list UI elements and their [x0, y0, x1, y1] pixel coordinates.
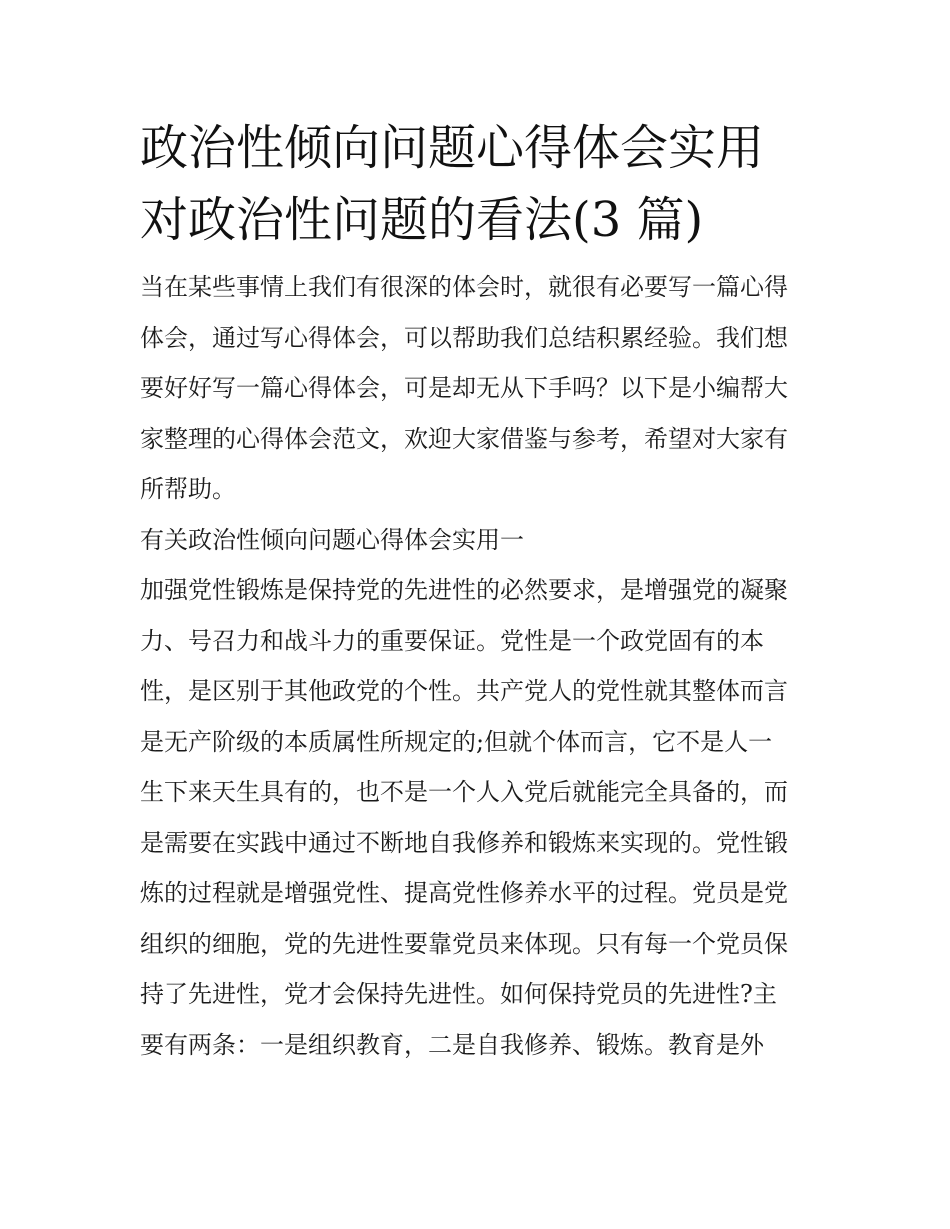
title-line-1: 政治性倾向问题心得体会实用: [140, 120, 765, 176]
section-paragraph: [140, 565, 820, 1070]
intro-line: 体会，通过写心得体会，可以帮助我们总结积累经验。我们想: [140, 323, 788, 352]
document-body: [140, 262, 820, 1070]
section-heading: [140, 515, 820, 566]
title-line-2: 对政治性问题的看法(3 篇): [140, 192, 704, 248]
section-line: 性，是区别于其他政党的个性。共产党人的党性就其整体而言: [140, 677, 788, 705]
intro-line: 家整理的心得体会范文，欢迎大家借鉴与参考，希望对大家有: [140, 424, 788, 453]
document-content: [140, 112, 820, 1070]
section-line: 加强党性锻炼是保持党的先进性的必然要求，是增强党的凝聚: [140, 576, 788, 604]
section-heading-text: 有关政治性倾向问题心得体会实用一: [140, 525, 524, 554]
intro-line: 要好好写一篇心得体会，可是却无从下手吗？以下是小编帮大: [140, 374, 788, 402]
section-line: 炼的过程就是增强党性、提高党性修养水平的过程。党员是党: [140, 879, 788, 907]
intro-line: 所帮助。: [140, 475, 236, 503]
section-line: 力、号召力和战斗力的重要保证。党性是一个政党固有的本: [140, 626, 764, 655]
section-line: 要有两条：一是组织教育，二是自我修养、锻炼。教育是外: [140, 1030, 764, 1059]
section-line: 组织的细胞，党的先进性要靠党员来体现。只有每一个党员保: [140, 929, 788, 958]
section-line: 是需要在实践中通过不断地自我修养和锻炼来实现的。党性锻: [140, 828, 788, 857]
document-title: [140, 112, 820, 256]
intro-paragraph: [140, 262, 820, 515]
intro-line: 当在某些事情上我们有很深的体会时，就很有必要写一篇心得: [140, 273, 788, 301]
section-line: 是无产阶级的本质属性所规定的;但就个体而言，它不是人一: [140, 727, 773, 756]
section-line: 生下来天生具有的，也不是一个人入党后就能完全具备的，而: [140, 778, 788, 806]
section-line: 持了先进性，党才会保持先进性。如何保持党员的先进性?主: [140, 980, 777, 1008]
